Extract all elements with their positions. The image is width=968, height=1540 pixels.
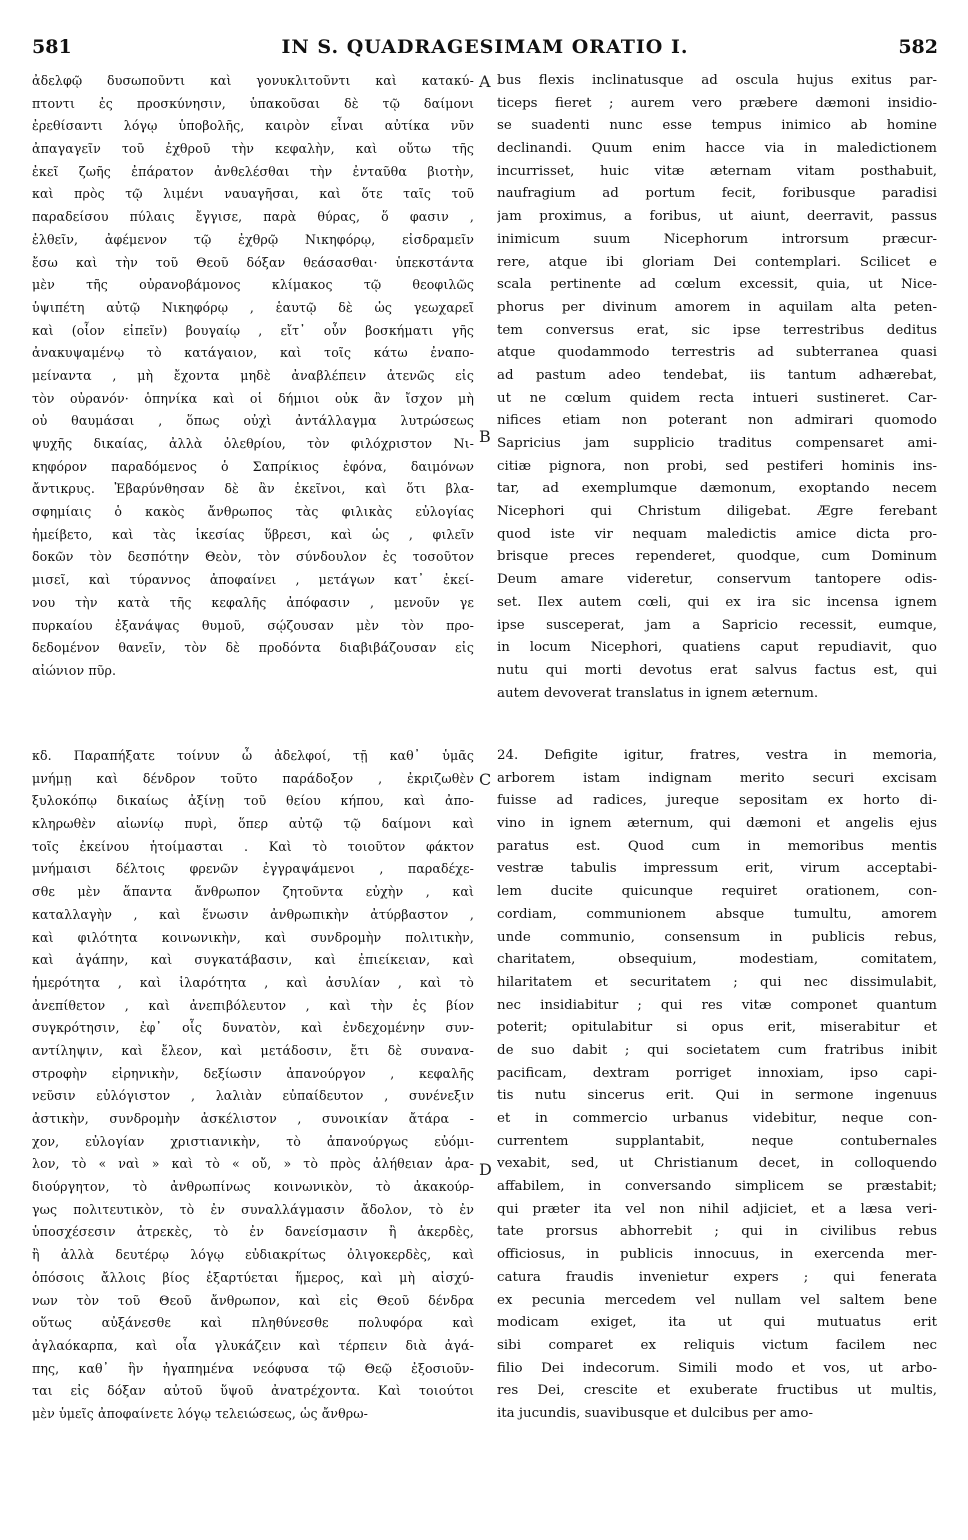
text-line: poterit; opitulabitur si opus erit, miserabitur et (497, 1020, 937, 1036)
text-line: πυρκαίου ἐξανάψας θυμοῦ, σῴζουσαν μὲν τὸν προ- (32, 617, 474, 633)
text-line: ita jucundis, suavibusque et dulcibus per amo- (497, 1405, 814, 1421)
text-line: paratus est. Quod cum in memoribus mentis (497, 838, 937, 854)
text-line: δεδομένον θανεῖν, τὸν δὲ προδόντα διαβιβάζουσαν εἰς (32, 640, 474, 656)
text-line: currentem supplantabit, neque contubernales (497, 1133, 937, 1149)
page-number-left: 581 (32, 36, 72, 58)
text-line: ὁπόσοις ἄλλοις βίος ἐξαρτύεται ἥμερος, καὶ μὴ αἰσχύ- (32, 1269, 474, 1285)
text-line: ad pastum adeo tendebat, iis tantum adhærebat, (497, 367, 937, 383)
text-line: ἐλθεῖν, ἀφέμενον τῷ ἐχθρῷ Νικηφόρῳ, εἰσδραμεῖν (32, 231, 474, 247)
text-line: παραδείσου πύλαις ἔγγισε, παρὰ θύρας, ὅ φασιν , (32, 209, 474, 225)
text-line: sibi comparet ex reliquis victum facilem nec (497, 1337, 937, 1353)
text-line: officiosus, in publicis innocuus, in exercenda mer- (497, 1247, 937, 1263)
text-line: rere, atque ibi gloriam Dei contemplari. Scilicet e (497, 254, 937, 270)
text-line: πης, καθ᾽ ἣν ἠγαπημένα νεόφυσα τῷ Θεῷ ἐξοσιοῦν- (32, 1360, 474, 1376)
text-line: de suo dabit ; qui societatem cum fratribus inibit (497, 1042, 937, 1058)
text-line: autem devoverat translatus in ignem æternum. (497, 685, 819, 701)
text-line: res Dei, crescite et exuberate fructibus ut multis, (497, 1383, 937, 1399)
text-line: quod iste vir nequam maledictis amice dicta pro- (497, 526, 937, 542)
text-line: 24. Defigite igitur, fratres, vestra in memoria, (497, 748, 937, 763)
text-line: jam proximus, a foribus, ut aiunt, deerravit, passus (497, 209, 937, 225)
greek-column-bottom (32, 745, 474, 1426)
text-line: μὲν τῆς οὐρανοβάμονος κλίμακος τῷ θεοφιλῶς (32, 277, 474, 293)
text-line: filio Dei indecorum. Simili modo et vos, ut arbo- (497, 1360, 937, 1376)
margin-marker-c: C (479, 770, 492, 789)
text-line: vexabit, sed, ut Christianum decet, in colloquendo (497, 1156, 937, 1172)
text-line: ὑποσχέσεσιν ἀτρεκὲς, τὸ ἐν δανείσμασιν ἢ ἀκερδὲς, (32, 1224, 474, 1240)
text-line: τὸν οὐρανόν· ὁπηνίκα καὶ οἱ δήμιοι οὐκ ἂν ἴσχον μὴ (32, 390, 474, 406)
text-line: στροφὴν εἰρηνικὴν, δεξίωσιν ἀπανούργον , κεφαλῆς (32, 1065, 474, 1081)
page-header (32, 36, 938, 66)
text-line: πτοντι ἐς προσκύνησιν, ὑπακοῦσαι δὲ τῷ δαίμονι (32, 95, 474, 111)
text-line: ἀνακυψαμένῳ τὸ κατάγαιον, καὶ τοῖς κάτω ἐναπο- (32, 345, 474, 361)
text-line: Sapricius jam supplicio traditus compensaret ami- (497, 436, 937, 451)
text-line: unde communio, consensum in publicis rebus, (497, 929, 937, 945)
text-line: et in commercio urbanus videbitur, neque con- (497, 1111, 937, 1126)
text-line: Nicephori qui Christum diligebat. Ægre ferebant (497, 504, 937, 520)
text-line: καὶ φιλότητα κοινωνικὴν, καὶ συνδρομὴν πολιτικὴν, (32, 929, 474, 945)
text-line: ἐρεθίσαντι λόγῳ ὑποβολῆς, καιρὸν εἶναι αὐτίκα νῦν (32, 118, 474, 134)
text-line: κηφόρον παραδόμενος ὁ Σαπρίκιος ἐφόνα, δαιμόνων (32, 458, 474, 474)
text-line: σθε μὲν ἅπαντα ἄνθρωπον ζητοῦντα εὐχὴν , καὶ (32, 884, 474, 900)
text-line: lem ducite quicunque requiret orationem, con- (497, 884, 937, 900)
text-line: ex pecunia mercedem vel nullam vel saltem bene (497, 1292, 937, 1308)
text-line: modicam exiget, ita ut qui mutuatus erit (497, 1315, 937, 1331)
text-line: νεῦσιν εὐλόγιστον , λαλιὰν εὐπαίδευτον , συνένεξιν (32, 1088, 474, 1104)
text-line: affabilem, in conversando simplicem se præstabit; (497, 1179, 937, 1195)
text-line: ἢ ἀλλὰ δευτέρῳ λόγῳ εὐδιακρίτως ὀλιγοκερδὲς, καὶ (32, 1247, 474, 1263)
text-line: nec insidiabitur ; qui res vitæ componet quantum (497, 997, 937, 1013)
text-line: hilaritatem et securitatem ; qui nec dissimulabit, (497, 974, 937, 990)
latin-column-top (497, 70, 937, 705)
text-line: καὶ (οἷον εἰπεῖν) βουγαίῳ , εἴτ᾽ οὖν βοσκήματι γῆς (32, 322, 474, 338)
text-line: scala pertinente ad cœlum excessit, quia, ut Nice- (497, 277, 937, 293)
text-line: μὲν ὑμεῖς ἀποφαίνετε λόγῳ τελειώσεως, ὡς ἄνθρω- (32, 1405, 368, 1421)
text-line: διούργητον, τὸ ἀνθρωπίνως κοινωνικὸν, τὸ ἀκακούρ- (32, 1179, 474, 1195)
text-line: λον, τὸ « ναὶ » καὶ τὸ « οὔ, » τὸ πρὸς ἀλήθειαν ἀρα- (32, 1156, 474, 1172)
text-line: bus flexis inclinatusque ad oscula hujus exitus par- (497, 73, 937, 88)
text-line: νων τὸν τοῦ Θεοῦ ἄνθρωπον, καὶ εἰς Θεοῦ δένδρα (32, 1292, 474, 1308)
text-line: pacificam, dextram porriget innoxiam, ipso capi- (497, 1065, 937, 1081)
text-line: νου τὴν κατὰ τῆς κεφαλῆς ἀπόφασιν , μενοῦν γε (32, 594, 474, 610)
text-line: αἰώνιον πῦρ. (32, 662, 117, 678)
text-line: μνήμαισι δέλτοις φρενῶν ἐγγραψάμενοι , παραδέχε- (32, 861, 474, 877)
page-number-right: 582 (898, 36, 938, 58)
text-line: δοκῶν τὸν δεσπότην Θεὸν, τὸν σύνδουλον ἐς τοσοῦτον (32, 549, 474, 565)
text-line: μισεῖ, καὶ τύραννος ἀποφαίνει , μετάγων κατ᾽ ἐκεί- (32, 572, 474, 588)
text-line: ἐκεῖ ζωῆς ἐπάρατον ἀνθελέσθαι τὴν ἐνταῦθα βιοτὴν, (32, 163, 474, 179)
text-line: tate prorsus abhorrebit ; qui in civilibus rebus (497, 1224, 937, 1240)
margin-marker-a: A (479, 72, 491, 91)
text-line: tis nutu sincerus erit. Qui in sermone ingenuus (497, 1088, 937, 1104)
text-line: vestræ tabulis impressum erit, virum acceptabi- (497, 861, 937, 877)
text-line: inimicum suum Nicephorum introrsum præcur- (497, 231, 937, 247)
text-line: tem conversus erat, sic ipse terrestribus deditus (497, 322, 937, 338)
text-line: ἡμερότητα , καὶ ἱλαρότητα , καὶ ἀσυλίαν , καὶ τὸ (32, 974, 474, 990)
text-line: catura fraudis invenietur expers ; qui fenerata (497, 1269, 937, 1285)
text-line: ticeps fieret ; aurem vero præbere dæmoni insidio- (497, 95, 937, 111)
text-line: ἠμείβετο, καὶ τὰς ἱκεσίας ὕβρεσι, καὶ ὡς , φιλεῖν (32, 526, 474, 542)
text-line: Deum amare videretur, conservum tantopere odis- (497, 572, 937, 588)
text-line: ψυχῆς δικαίας, ἀλλὰ ὀλεθρίου, τὸν φιλόχριστον Νι- (32, 436, 474, 451)
text-line: ὑψιπέτη αὐτῷ Νικηφόρῳ , ἑαυτῷ δὲ ὡς γεωχαρεῖ (32, 299, 474, 315)
text-line: αντίληψιν, καὶ ἔλεον, καὶ μετάδοσιν, ἔτι δὲ συνανα- (32, 1042, 474, 1058)
text-line: atque quodammodo terrestris ad subterranea quasi (497, 345, 937, 361)
text-line: ἀπαγαγεῖν τοῦ ἐχθροῦ τὴν κεφαλὴν, καὶ οὕτω τῆς (32, 141, 474, 157)
text-line: incurrisset, huic vitæ æternam vitam posthabuit, (497, 163, 937, 179)
text-line: ἔσω καὶ τὴν τοῦ Θεοῦ δόξαν θεάσασθαι· ὑπεκστάντα (32, 254, 474, 270)
text-line: ἀδελφῷ δυσωποῦντι καὶ γονυκλιτοῦντι καὶ κατακύ- (32, 73, 474, 88)
text-line: tar, ad exemplumque dæmonum, exoptando necem (497, 481, 937, 497)
text-line: qui præter ita vel non nihil adjiciet, et a læsa veri- (497, 1201, 937, 1217)
text-line: χον, εὐλογίαν χριστιανικὴν, τὸ ἀπανούργως εὐόμι- (32, 1133, 474, 1149)
text-line: μνήμῃ καὶ δένδρον τοῦτο παράδοξον , ἐκριζωθὲν (32, 770, 474, 786)
text-line: ἀστικὴν, συνδρομὴν ἀσκέλιστον , συνοικίαν ἄτάρα - (32, 1111, 474, 1126)
greek-column-top (32, 70, 474, 683)
text-line: καὶ πρὸς τῷ λιμένι ναυαγῆσαι, καὶ ὅτε ταῖς τοῦ (32, 186, 474, 202)
text-line: nifices etiam non poterant non admirari quomodo (497, 413, 937, 429)
text-line: phorus per divinum amorem in aquilam alta peten- (497, 299, 937, 315)
text-line: κληρωθὲν αἰωνίῳ πυρὶ, ὅπερ αὐτῷ τῷ δαίμονι καὶ (32, 816, 474, 832)
text-line: συγκρότησιν, ἐφ᾽ οἷς δυνατὸν, καὶ ἐνδεχομένην συν- (32, 1020, 474, 1036)
text-line: γως πολιτευτικὸν, τὸ ἐν συναλλάγμασιν ἄδολον, τὸ ἐν (32, 1201, 474, 1217)
running-title: IN S. QUADRAGESIMAM ORATIO I. (281, 36, 689, 58)
text-line: τοῖς ἐκείνου ἡτοίμασται . Καὶ τὸ τοιοῦτον φάκτον (32, 838, 474, 854)
text-line: ἄντικρυς. Ἐβαρύνθησαν δὲ ἂν ἐκεῖνοι, καὶ ὅτι βλα- (32, 481, 474, 497)
text-line: nutu qui morti devotus erat salvus factus est, qui (497, 662, 937, 678)
text-line: μείναντα , μὴ ἔχοντα μηδὲ ἀναβλέπειν ἀτενῶς εἰς (32, 367, 474, 383)
text-line: set. Ilex autem cœli, qui ex ira sic incensa ignem (497, 594, 937, 610)
text-line: citiæ pignora, non probi, sed pestiferi hominis ins- (497, 458, 937, 474)
text-line: καταλλαγὴν , καὶ ἕνωσιν ἀνθρωπικὴν ἀτύρβαστον , (32, 906, 474, 922)
text-line: vino in ignem æternum, qui dæmoni et angelis ejus (497, 816, 937, 832)
text-line: οὐ θαυμάσαι , ὅπως οὐχὶ ἀντάλλαγμα λυτρώσεως (32, 413, 474, 429)
margin-marker-b: B (479, 427, 491, 446)
text-line: κδ. Παραπήξατε τοίνυν ὦ ἀδελφοί, τῇ καθ᾽ ὑμᾶς (32, 748, 474, 763)
text-line: declinandi. Quum enim hacce via in maledictionem (497, 141, 937, 157)
text-line: ut ne cœlum quidem recta intueri sustineret. Car- (497, 390, 937, 406)
text-line: in locum Nicephori, quatiens caput repudiavit, quo (497, 640, 937, 656)
latin-column-bottom (497, 745, 937, 1426)
text-line: καὶ ἀγάπην, καὶ συγκατάβασιν, καὶ ἐπιείκειαν, καὶ (32, 952, 474, 968)
text-line: ipse susceperat, jam a Sapricio recessit, eumque, (497, 617, 937, 633)
text-line: cordiam, communionem absque tumultu, amorem (497, 906, 937, 922)
text-line: σφημίαις ὁ κακὸς ἄνθρωπος τὰς φιλικὰς εὐλογίας (32, 504, 474, 520)
text-line: brisque preces rependeret, quodque, cum Dominum (497, 549, 937, 565)
text-line: ἀγλαόκαρπα, καὶ οἷα γλυκάζειν καὶ τέρπειν διὰ ἀγά- (32, 1337, 474, 1353)
text-line: ται εἰς δόξαν αὐτοῦ ὕψοῦ ἀνατρέχοντα. Καὶ τοιούτοι (32, 1383, 474, 1399)
text-line: ἀνεπίθετον , καὶ ἀνεπιβόλευτον , καὶ τὴν ἐς βίον (32, 997, 474, 1013)
text-line: charitatem, obsequium, modestiam, comitatem, (497, 952, 937, 968)
text-line: fuisse ad radices, jureque sepositam ex horto di- (497, 793, 937, 809)
margin-marker-d: D (479, 1160, 492, 1179)
text-line: arborem istam indignam merito securi excisam (497, 770, 937, 786)
text-line: ξυλοκόπῳ δικαίως ἀξίνῃ τοῦ θείου κήπου, καὶ ἀπο- (32, 793, 474, 809)
text-line: οὕτως αὐξάνεσθε καὶ πληθύνεσθε πολυφόρα καὶ (32, 1315, 474, 1331)
text-line: naufragium ad portum fecit, foribusque paradisi (497, 186, 937, 202)
text-line: se suadenti nunc esse tempus inimico ab homine (497, 118, 937, 134)
